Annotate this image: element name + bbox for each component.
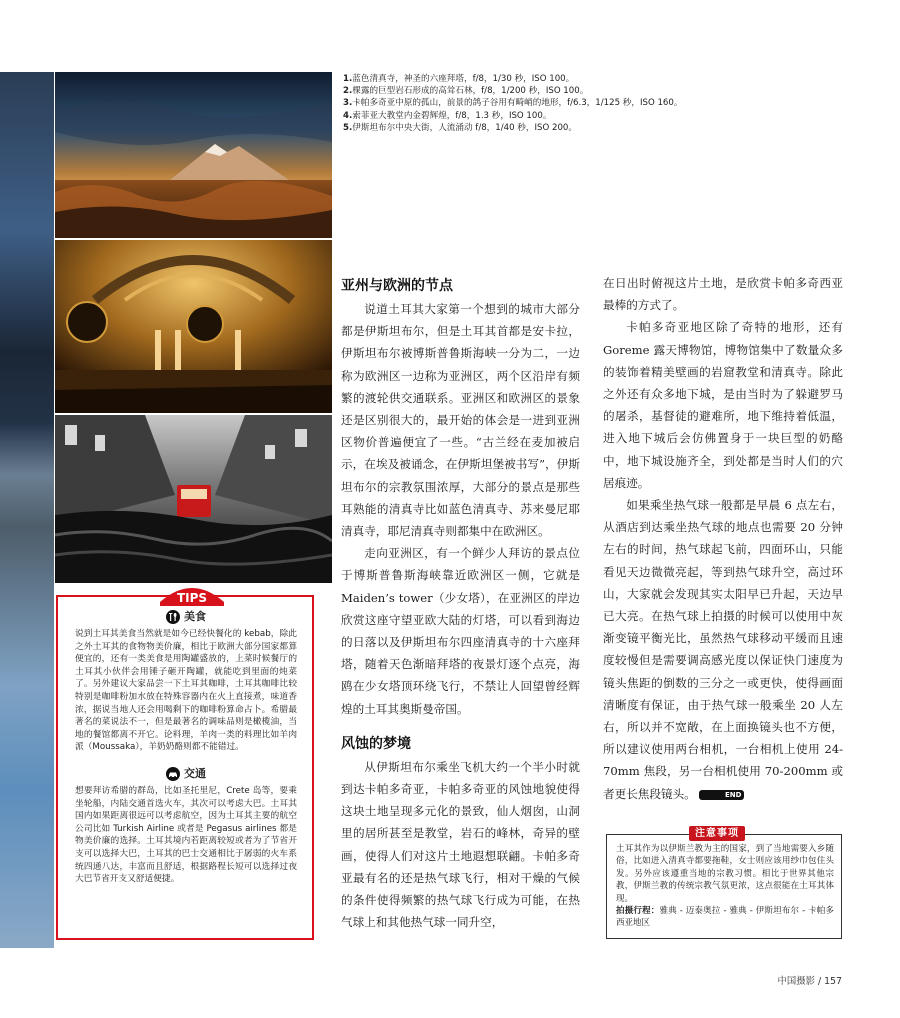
photo-hagia-sophia-image	[55, 240, 332, 413]
car-icon	[166, 767, 180, 781]
tips-transport-heading: 交通	[75, 766, 297, 782]
photo-istanbul-street-tram	[55, 415, 332, 583]
caption-2: 2.棵露的巨型岩石形成的高耸石林，f/8，1/200 秒，ISO 100。	[343, 86, 589, 97]
tips-food-text: 说到土耳其美食当然就是如今已经快餐化的 kebab，除此之外土耳其的食物物美价廉，相比于欧洲大部分国家都算便宜的，还有一类美食是用陶罐盛放的，上菜时候餐厅的土耳其小伙伴会用锤子砸开陶罐，就能吃到里面的炖菜了。另外建议大家品尝一下土耳其咖啡，土耳其咖啡比较特别是咖啡粉加水放在特殊容器内在火上直接煮，味道香浓，据说当地人还会用喝剩下的咖啡粉算命占卜。希腊最著名的菜说法不一，但是最著名的调味品则是橄榄油，当地的餐馆都离不开它。论料理，羊肉一类的料理比如羊肉派（Moussaka），羊奶奶酪则都不能错过。	[75, 629, 297, 753]
previous-page-photo-strip	[0, 72, 54, 948]
paragraph: 如果乘坐热气球一般都是早晨 6 点左右，从酒店到达乘坐热气球的地点也需要 20 分钟左右的时间，热气球起飞前，四面环山，只能看见天边微微亮起，等到热气球升空，高过环山，大家就会发现其实太阳早已升起，天边早已大亮。在热气球上拍摄的时候可以使用中灰渐变镜平衡光比，虽然热气球移动平缓而且速度较慢但是需要调高感光度以保证快门速度为镜头焦距的倒数的三分之一或更快，使得画面清晰度有保证，由于热气球一般乘坐 20 人左右，所以并不宽敞，在上面换镜头也不方便，所以建议使用两台相机，一台相机上使用 24-70mm 焦段，另一台相机使用 70-200mm 或者更长焦段镜头。 END	[603, 498, 843, 801]
caption-1: 1.蓝色清真寺，神圣的六座拜塔，f/8，1/30 秒，ISO 100。	[343, 74, 575, 84]
page-footer: 中国摄影 / 157	[777, 976, 842, 987]
section-heading-eroded-dream: 风蚀的梦境	[341, 735, 411, 752]
photo-cappadocia-mountain-image	[55, 72, 332, 238]
section-heading-asia-europe: 亚州与欧洲的节点	[341, 278, 453, 294]
route-label: 拍摄行程：	[616, 906, 660, 917]
magazine-name: 中国摄影	[777, 976, 815, 987]
tips-badge-label: TIPS	[176, 591, 208, 605]
photo-istanbul-street-image	[55, 415, 332, 583]
photo-captions	[343, 73, 763, 134]
paragraph: 走向亚洲区，有一个鲜少人拜访的景点位于博斯普鲁斯海峡靠近欧洲区一侧，它就是 Maiden’s tower（少女塔），在亚洲区的岸边欣赏这座守望亚欧大陆的灯塔，可以看到海边的日落以及伊斯坦布尔四座清真寺的十六座拜塔，随着天色渐暗拜塔的夜景灯逐个点亮，海鸥在少女塔顶环绕飞行，不禁让人回望曾经辉煌的土耳其奥斯曼帝国。	[341, 546, 580, 716]
article-column-2	[603, 272, 843, 805]
end-mark: END	[699, 790, 745, 800]
page-number: 157	[824, 976, 842, 987]
photo-hagia-sophia-interior	[55, 240, 332, 413]
notice-tag: 注意事项	[689, 826, 745, 841]
photo-cappadocia-mountain	[55, 72, 332, 238]
tips-badge-shape	[158, 580, 226, 608]
fork-knife-icon	[166, 610, 180, 624]
notice-text: 土耳其作为以伊斯兰教为主的国家，到了当地需要入乡随俗，比如进入清真寺都要拖鞋，女士则应该用纱巾包住头发。另外应该遵重当地的宗教习惯。相比于世界其他宗教，伊斯兰教的传统宗教气氛更浓，这点很能在土耳其体现。 拍摄行程：雅典 - 迈泰奥拉 - 雅典 - 伊斯坦布尔 - 卡帕多西亚地区	[616, 844, 834, 929]
tips-transport-text: 想要拜访希腊的群岛，比如圣托里尼，Crete 岛等，要乘坐轮船，内陆交通首选火车，其次可以考虑大巴。土耳其国内如果距离很远可以考虑航空，因为土耳其主要的航空公司比如 Turkish Airline 或者是 Pegasus airlines 都是物美价廉的选择。土耳其境内若距离较短或者为了节省开支可以选择大巴，土耳其的巴士交通相比于孱弱的火车系统四通八达，丰富而且舒适，根据路程长短可以选择过夜大巴节省开支又舒适便捷。	[75, 785, 297, 885]
paragraph: 从伊斯坦布尔乘坐飞机大约一个半小时就到达卡帕多奇亚，卡帕多奇亚的风蚀地貌使得这块土地呈现多元化的景致，仙人烟囱，山洞里的居所甚至是教堂，岩石的峰林，奇异的壁画，使得人们对这片土地遐想联翩。卡帕多奇亚最有名的还是热气球飞行，相对干燥的气候的条件使得频繁的热气球飞行成为可能，在热气球上和其他热气球一同升空，	[341, 759, 580, 930]
paragraph: 卡帕多奇亚地区除了奇特的地形，还有 Goreme 露天博物馆，博物馆集中了数量众多的装饰着精美壁画的岩窟教堂和清真寺。除此之外还有众多地下城，是由当时为了躲避罗马的屠杀，基督徒的避难所，地下维持着低温，进入地下城后会仿佛置身于一块巨型的奶酪中，地下城设施齐全，到处都是当时人们的穴居痕迹。	[603, 320, 843, 490]
article-column-1	[341, 274, 580, 933]
notice-box	[606, 828, 842, 939]
tips-content	[75, 609, 297, 886]
paragraph: 说道土耳其大家第一个想到的城市大部分都是伊斯坦布尔，但是土耳其首都是安卡拉，伊斯坦布尔被博斯普鲁斯海峡一分为二，一边称为欧洲区一边称为亚洲区，两个区沿岸有频繁的渡轮供交通联系。亚洲区和欧洲区的景象还是区别很大的，最开始的体会是一进到亚洲区物价普遍便宜了一些。“古兰经在麦加被启示，在埃及被诵念，在伊斯坦堡被书写”，伊斯坦布尔的宗教氛围浓厚，大部分的景点是那些耳熟能的清真寺比如蓝色清真寺、苏来曼尼耶清真寺，耶尼清真寺则都集中在欧洲区。	[341, 302, 580, 539]
tips-food-heading: 美食	[75, 609, 297, 625]
caption-3: 3.卡帕多奇亚中原的孤山，前景的鸽子谷用有畸峭的地形，f/6.3，1/125 秒，ISO 160。	[343, 98, 683, 109]
paragraph-continuation: 在日出时俯视这片土地，是欣赏卡帕多奇西亚最棒的方式了。	[603, 276, 843, 313]
caption-5: 5.伊斯坦布尔中央大街，人流涌动 f/8，1/40 秒，ISO 200。	[343, 122, 577, 133]
route-text: 雅典 - 迈泰奥拉 - 雅典 - 伊斯坦布尔 - 卡帕多西亚地区	[616, 906, 834, 929]
tips-box	[56, 595, 314, 940]
tips-badge	[158, 580, 226, 608]
caption-4: 4.索菲亚大教堂内金碧辉煌，f/8，1.3 秒，ISO 100。	[343, 110, 552, 121]
